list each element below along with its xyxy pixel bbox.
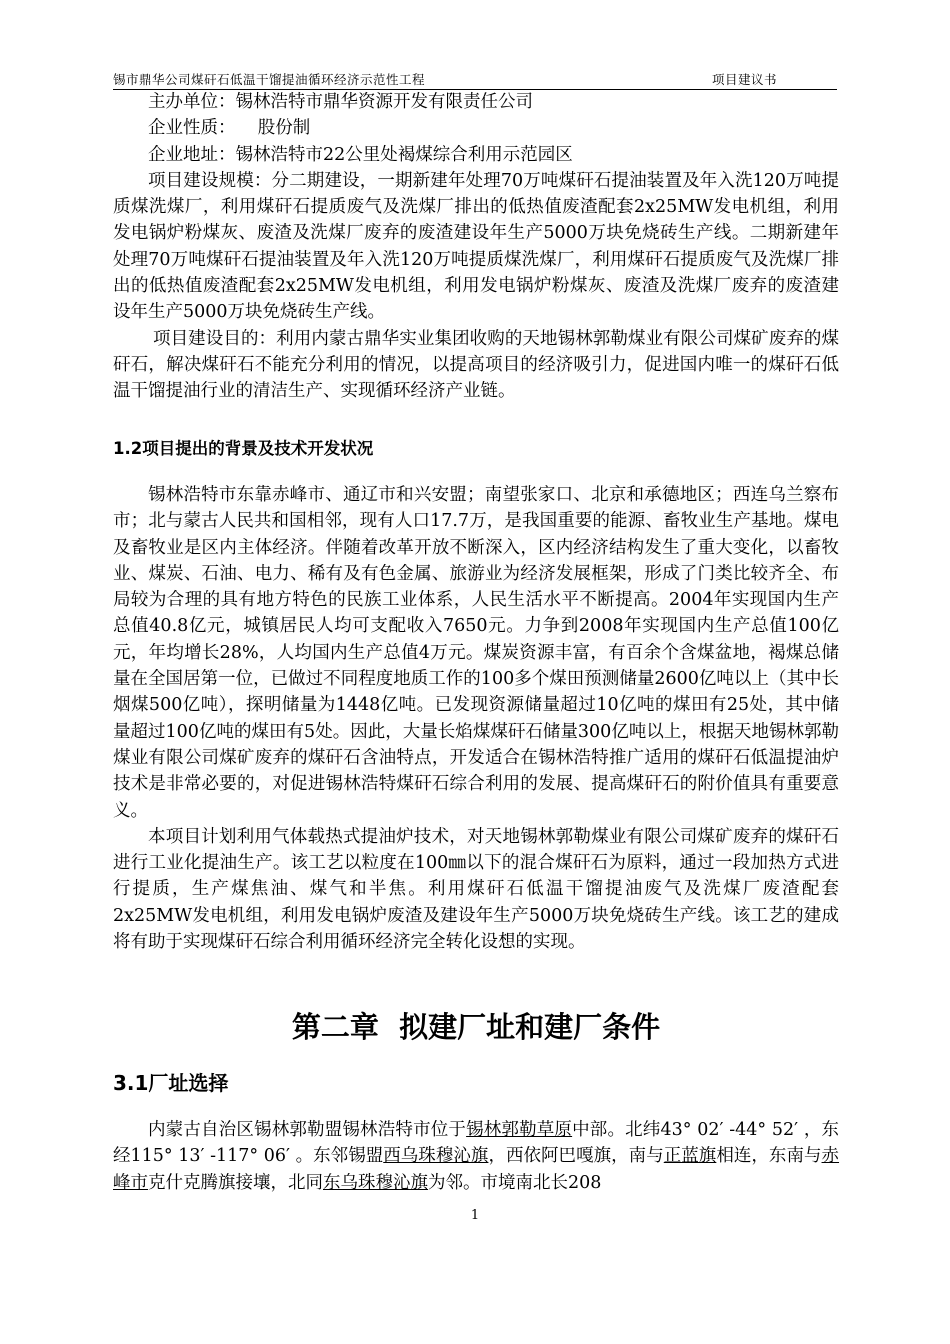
link-zhenglan-banner[interactable]: 正蓝旗 bbox=[663, 1146, 717, 1167]
site-text-e: 克什克腾旗接壤，北同 bbox=[148, 1172, 323, 1193]
site-text-b: 中部。北纬43° 02′ -44° 52′ ，东经115° 13′ -117° 06′ 。东邻锡盟 bbox=[113, 1120, 840, 1167]
header-document-type: 项目建议书 bbox=[711, 72, 777, 87]
construction-purpose-paragraph: 项目建设目的：利用内蒙古鼎华实业集团收购的天地锡林郭勒煤业有限公司煤矿废弃的煤矸石，解决煤矸石不能充分利用的情况，以提高项目的经济吸引力，促进国内唯一的煤矸石低温干馏提油行业的清洁生产、实现循环经济产业链。 bbox=[113, 328, 839, 402]
page-number: 1 bbox=[470, 1208, 480, 1223]
page-header bbox=[113, 67, 837, 90]
background-paragraph: 锡林浩特市东靠赤峰市、通辽市和兴安盟；南望张家口、北京和承德地区；西连乌兰察布市；北与蒙古人民共和国相邻，现有人口17.7万，是我国重要的能源、畜牧业生产基地。煤电及畜牧业是区内主体经济。伴随着改革开放不断深入，区内经济结构发生了重大变化，以畜牧业、煤炭、石油、电力、稀有及有色金属、旅游业为经济发展框架，形成了门类比较齐全、布局较为合理的具有地方特色的民族工业体系，人民生活水平不断提高。2004年实现国内生产总值40.8亿元，城镇居民人均可支配收入7650元。力争到2008年实现国内生产总值100亿元，年均增长28%，人均国内生产总值4万元。煤炭资源丰富，有百余个含煤盆地，褐煤总储量在全国居第一位，已做过不同程度地质工作的100多个煤田预测储量2600亿吨以上（其中长烟煤500亿吨），探明储量为1448亿吨。已发现资源储量超过10亿吨的煤田有25处，其中储量超过100亿吨的煤田有5处。因此，大量长焰煤煤矸石储量300亿吨以上，根据天地锡林郭勒煤业有限公司煤矿废弃的煤矸石含油特点，开发适合在锡林浩特推广适用的煤矸石低温提油炉技术是非常必要的，对促进锡林浩特煤矸石综合利用的发展、提高煤矸石的附价值具有重要意义。 bbox=[113, 485, 839, 821]
construction-scale-paragraph: 项目建设规模：分二期建设，一期新建年处理70万吨煤矸石提油装置及年入洗120万吨提质煤洗煤厂，利用煤矸石提质废气及洗煤厂排出的低热值废渣配套2x25MW发电机组，利用发电锅炉粉煤灰、废渣及洗煤厂废弃的废渣建设年生产5000万块免烧砖生产线。二期新建年处理70万吨煤矸石提油装置及年入洗120万吨提质煤洗煤厂，利用煤矸石提质废气及洗煤厂排出的低热值废渣配套2x25MW发电机组，利用发电锅炉粉煤灰、废渣及洗煤厂废弃的废渣建设年生产5000万块免烧砖生产线。 bbox=[113, 170, 839, 323]
organizer-line: 主办单位：锡林浩特市鼎华资源开发有限责任公司 bbox=[148, 92, 533, 112]
link-xilingol-grassland[interactable]: 锡林郭勒草原 bbox=[466, 1120, 573, 1140]
link-chifeng-city[interactable]: 赤峰市 bbox=[113, 1146, 840, 1193]
chapter-2-heading: 第二章 拟建厂址和建厂条件 bbox=[291, 1010, 661, 1044]
section-1-2-body bbox=[113, 482, 839, 955]
site-text-f: 为邻。市境南北长208 bbox=[428, 1172, 602, 1193]
site-location-paragraph bbox=[113, 1117, 839, 1196]
header-document-title: 锡市鼎华公司煤矸石低温干馏提油循环经济示范性工程 bbox=[113, 72, 426, 87]
section-1-2-heading: 1.2项目提出的背景及技术开发状况 bbox=[113, 439, 374, 458]
section-3-1-heading: 3.1厂址选择 bbox=[113, 1071, 229, 1095]
link-east-ujimqin-banner[interactable]: 东乌珠穆沁旗 bbox=[323, 1172, 428, 1193]
technology-paragraph: 本项目计划利用气体载热式提油炉技术，对天地锡林郭勒煤业有限公司煤矿废弃的煤矸石进行工业化提油生产。该工艺以粒度在100㎜以下的混合煤矸石为原料，通过一段加热方式进行提质，生产煤焦油、煤气和半焦。利用煤矸石低温干馏提油废气及洗煤厂废渣配套2x25MW发电机组，利用发电锅炉废渣及建设年生产5000万块免烧砖生产线。该工艺的建成将有助于实现煤矸石综合利用循环经济完全转化设想的实现。 bbox=[113, 826, 839, 953]
site-text-c: ，西依阿巴嘎旗，南与 bbox=[488, 1146, 664, 1167]
enterprise-address-line: 企业地址：锡林浩特市22公里处褐煤综合利用示范园区 bbox=[148, 144, 573, 165]
site-text-d: 相连，东南与 bbox=[716, 1146, 822, 1167]
page-content bbox=[113, 89, 840, 1193]
site-text-a: 内蒙古自治区锡林郭勒盟锡林浩特市位于 bbox=[148, 1120, 467, 1140]
link-west-ujimqin-banner[interactable]: 西乌珠穆沁旗 bbox=[383, 1146, 489, 1167]
section-3-1-body bbox=[113, 1117, 839, 1196]
enterprise-nature-line: 企业性质： 股份制 bbox=[148, 118, 311, 139]
